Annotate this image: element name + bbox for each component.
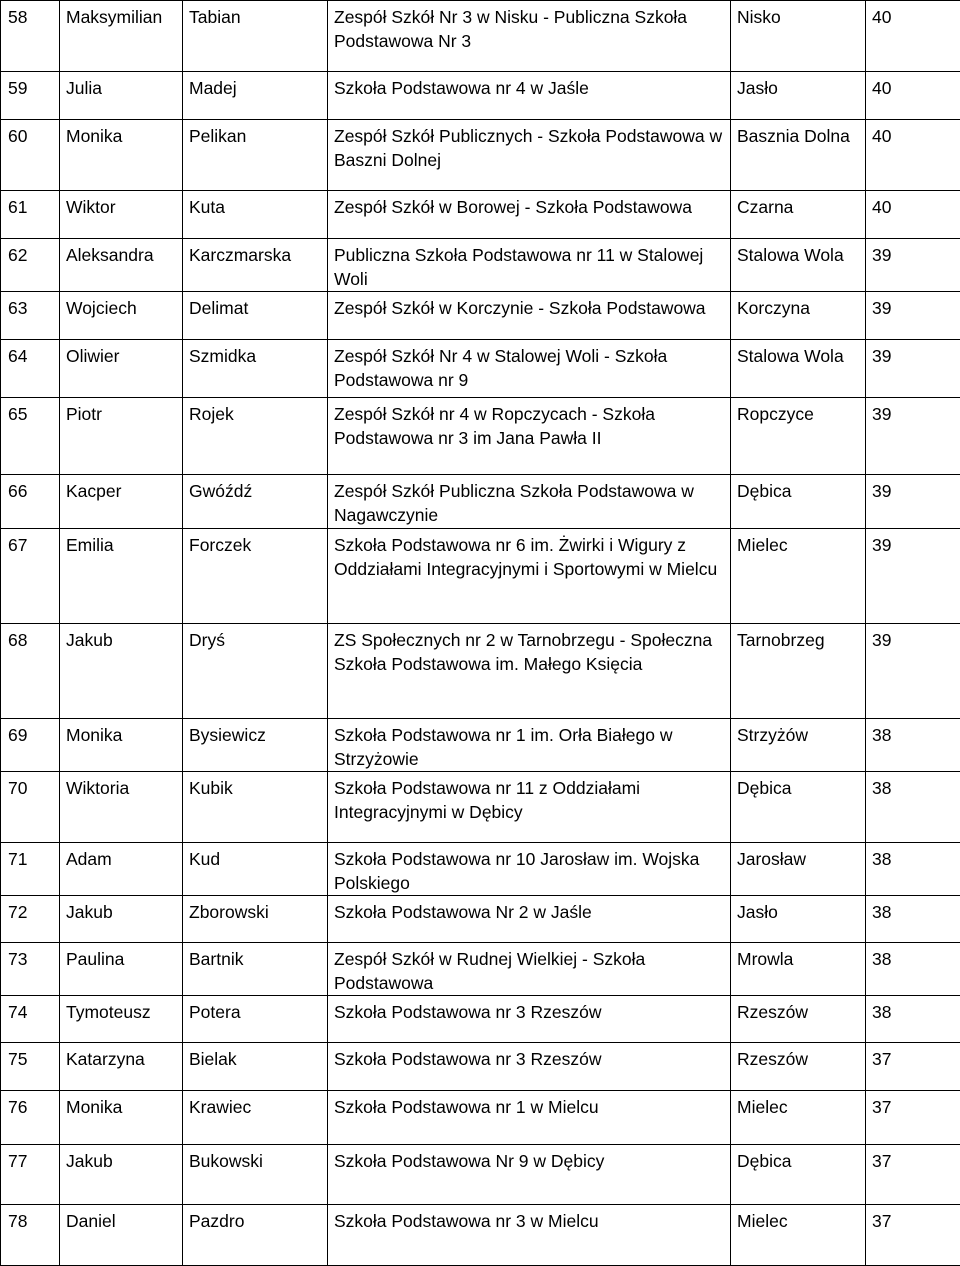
cell-number: 69	[1, 719, 60, 772]
cell-city: Dębica	[731, 1145, 866, 1205]
cell-first-name: Adam	[60, 843, 183, 896]
cell-points: 38	[866, 896, 960, 943]
table-row	[1, 340, 960, 398]
cell-number: 67	[1, 529, 60, 624]
table-row	[1, 943, 960, 996]
cell-city: Dębica	[731, 475, 866, 529]
table-row	[1, 896, 960, 943]
cell-school: Szkoła Podstawowa nr 3 w Mielcu	[328, 1205, 731, 1266]
cell-number: 65	[1, 398, 60, 475]
cell-number: 75	[1, 1043, 60, 1091]
cell-city: Strzyżów	[731, 719, 866, 772]
cell-points: 37	[866, 1091, 960, 1145]
cell-school: Zespół Szkół Nr 3 w Nisku - Publiczna Szkoła Podstawowa Nr 3	[328, 1, 731, 72]
cell-points: 39	[866, 529, 960, 624]
cell-school: Szkoła Podstawowa nr 4 w Jaśle	[328, 72, 731, 120]
cell-number: 66	[1, 475, 60, 529]
cell-points: 38	[866, 996, 960, 1043]
table-row	[1, 398, 960, 475]
table-row	[1, 843, 960, 896]
cell-number: 59	[1, 72, 60, 120]
cell-school: Szkoła Podstawowa nr 6 im. Żwirki i Wigury z Oddziałami Integracyjnymi i Sportowymi w Mielcu	[328, 529, 731, 624]
cell-school: Zespół Szkół nr 4 w Ropczycach - Szkoła Podstawowa nr 3 im Jana Pawła II	[328, 398, 731, 475]
cell-number: 62	[1, 239, 60, 292]
table-row	[1, 624, 960, 719]
table-row	[1, 191, 960, 239]
cell-first-name: Emilia	[60, 529, 183, 624]
cell-school: Zespół Szkół Publiczna Szkoła Podstawowa w Nagawczynie	[328, 475, 731, 529]
cell-school: Zespół Szkół Publicznych - Szkoła Podstawowa w Baszni Dolnej	[328, 120, 731, 191]
cell-city: Tarnobrzeg	[731, 624, 866, 719]
cell-first-name: Monika	[60, 719, 183, 772]
cell-points: 37	[866, 1043, 960, 1091]
cell-school: Szkoła Podstawowa Nr 9 w Dębicy	[328, 1145, 731, 1205]
cell-last-name: Gwóźdź	[183, 475, 328, 529]
table-row	[1, 996, 960, 1043]
table-row	[1, 475, 960, 529]
cell-city: Stalowa Wola	[731, 340, 866, 398]
cell-first-name: Tymoteusz	[60, 996, 183, 1043]
cell-points: 39	[866, 292, 960, 340]
cell-first-name: Jakub	[60, 896, 183, 943]
cell-last-name: Pazdro	[183, 1205, 328, 1266]
table-row	[1, 72, 960, 120]
cell-school: Zespół Szkół w Borowej - Szkoła Podstawowa	[328, 191, 731, 239]
cell-first-name: Maksymilian	[60, 1, 183, 72]
cell-last-name: Tabian	[183, 1, 328, 72]
cell-city: Dębica	[731, 772, 866, 843]
cell-school: Szkoła Podstawowa Nr 2 w Jaśle	[328, 896, 731, 943]
cell-city: Mielec	[731, 1091, 866, 1145]
cell-last-name: Kud	[183, 843, 328, 896]
cell-first-name: Piotr	[60, 398, 183, 475]
table-row	[1, 1145, 960, 1205]
cell-first-name: Paulina	[60, 943, 183, 996]
cell-points: 40	[866, 72, 960, 120]
cell-points: 40	[866, 1, 960, 72]
cell-school: Zespół Szkół w Rudnej Wielkiej - Szkoła Podstawowa	[328, 943, 731, 996]
cell-number: 78	[1, 1205, 60, 1266]
cell-last-name: Potera	[183, 996, 328, 1043]
cell-number: 70	[1, 772, 60, 843]
cell-city: Jasło	[731, 72, 866, 120]
cell-number: 63	[1, 292, 60, 340]
cell-first-name: Katarzyna	[60, 1043, 183, 1091]
cell-number: 68	[1, 624, 60, 719]
cell-last-name: Bysiewicz	[183, 719, 328, 772]
cell-last-name: Krawiec	[183, 1091, 328, 1145]
cell-last-name: Dryś	[183, 624, 328, 719]
cell-first-name: Wiktoria	[60, 772, 183, 843]
cell-school: Publiczna Szkoła Podstawowa nr 11 w Stalowej Woli	[328, 239, 731, 292]
cell-number: 74	[1, 996, 60, 1043]
cell-first-name: Aleksandra	[60, 239, 183, 292]
table-row	[1, 1091, 960, 1145]
cell-number: 60	[1, 120, 60, 191]
cell-last-name: Bukowski	[183, 1145, 328, 1205]
cell-school: ZS Społecznych nr 2 w Tarnobrzegu - Społeczna Szkoła Podstawowa im. Małego Księcia	[328, 624, 731, 719]
table-row	[1, 120, 960, 191]
cell-first-name: Jakub	[60, 1145, 183, 1205]
cell-points: 38	[866, 943, 960, 996]
cell-city: Stalowa Wola	[731, 239, 866, 292]
cell-number: 58	[1, 1, 60, 72]
cell-first-name: Monika	[60, 1091, 183, 1145]
cell-school: Szkoła Podstawowa nr 1 w Mielcu	[328, 1091, 731, 1145]
cell-last-name: Pelikan	[183, 120, 328, 191]
cell-points: 39	[866, 624, 960, 719]
cell-last-name: Madej	[183, 72, 328, 120]
cell-last-name: Kubik	[183, 772, 328, 843]
cell-points: 39	[866, 398, 960, 475]
cell-points: 38	[866, 772, 960, 843]
cell-points: 40	[866, 191, 960, 239]
cell-city: Korczyna	[731, 292, 866, 340]
cell-number: 61	[1, 191, 60, 239]
table-row	[1, 772, 960, 843]
cell-first-name: Julia	[60, 72, 183, 120]
table-row	[1, 1, 960, 72]
cell-city: Rzeszów	[731, 1043, 866, 1091]
cell-points: 39	[866, 239, 960, 292]
cell-city: Nisko	[731, 1, 866, 72]
results-table-body	[1, 1, 960, 1266]
cell-last-name: Delimat	[183, 292, 328, 340]
cell-school: Zespół Szkół Nr 4 w Stalowej Woli - Szkoła Podstawowa nr 9	[328, 340, 731, 398]
cell-number: 71	[1, 843, 60, 896]
cell-first-name: Daniel	[60, 1205, 183, 1266]
cell-city: Mielec	[731, 529, 866, 624]
cell-number: 64	[1, 340, 60, 398]
cell-points: 37	[866, 1145, 960, 1205]
cell-school: Szkoła Podstawowa nr 3 Rzeszów	[328, 1043, 731, 1091]
cell-number: 77	[1, 1145, 60, 1205]
cell-city: Mielec	[731, 1205, 866, 1266]
cell-school: Zespół Szkół w Korczynie - Szkoła Podstawowa	[328, 292, 731, 340]
cell-points: 37	[866, 1205, 960, 1266]
cell-points: 39	[866, 475, 960, 529]
cell-number: 76	[1, 1091, 60, 1145]
cell-city: Basznia Dolna	[731, 120, 866, 191]
cell-last-name: Bielak	[183, 1043, 328, 1091]
cell-last-name: Rojek	[183, 398, 328, 475]
table-row	[1, 239, 960, 292]
cell-city: Rzeszów	[731, 996, 866, 1043]
cell-number: 73	[1, 943, 60, 996]
table-row	[1, 1043, 960, 1091]
cell-first-name: Jakub	[60, 624, 183, 719]
table-row	[1, 719, 960, 772]
cell-school: Szkoła Podstawowa nr 3 Rzeszów	[328, 996, 731, 1043]
cell-number: 72	[1, 896, 60, 943]
cell-last-name: Forczek	[183, 529, 328, 624]
cell-first-name: Monika	[60, 120, 183, 191]
cell-last-name: Karczmarska	[183, 239, 328, 292]
cell-last-name: Bartnik	[183, 943, 328, 996]
cell-points: 40	[866, 120, 960, 191]
cell-school: Szkoła Podstawowa nr 1 im. Orła Białego w Strzyżowie	[328, 719, 731, 772]
cell-school: Szkoła Podstawowa nr 10 Jarosław im. Wojska Polskiego	[328, 843, 731, 896]
cell-city: Czarna	[731, 191, 866, 239]
cell-school: Szkoła Podstawowa nr 11 z Oddziałami Integracyjnymi w Dębicy	[328, 772, 731, 843]
cell-first-name: Oliwier	[60, 340, 183, 398]
cell-city: Ropczyce	[731, 398, 866, 475]
table-row	[1, 292, 960, 340]
cell-city: Jarosław	[731, 843, 866, 896]
cell-points: 38	[866, 719, 960, 772]
cell-last-name: Kuta	[183, 191, 328, 239]
table-row	[1, 529, 960, 624]
table-row	[1, 1205, 960, 1266]
cell-city: Mrowla	[731, 943, 866, 996]
cell-city: Jasło	[731, 896, 866, 943]
cell-last-name: Zborowski	[183, 896, 328, 943]
cell-first-name: Kacper	[60, 475, 183, 529]
cell-first-name: Wojciech	[60, 292, 183, 340]
cell-points: 38	[866, 843, 960, 896]
cell-points: 39	[866, 340, 960, 398]
cell-first-name: Wiktor	[60, 191, 183, 239]
cell-last-name: Szmidka	[183, 340, 328, 398]
